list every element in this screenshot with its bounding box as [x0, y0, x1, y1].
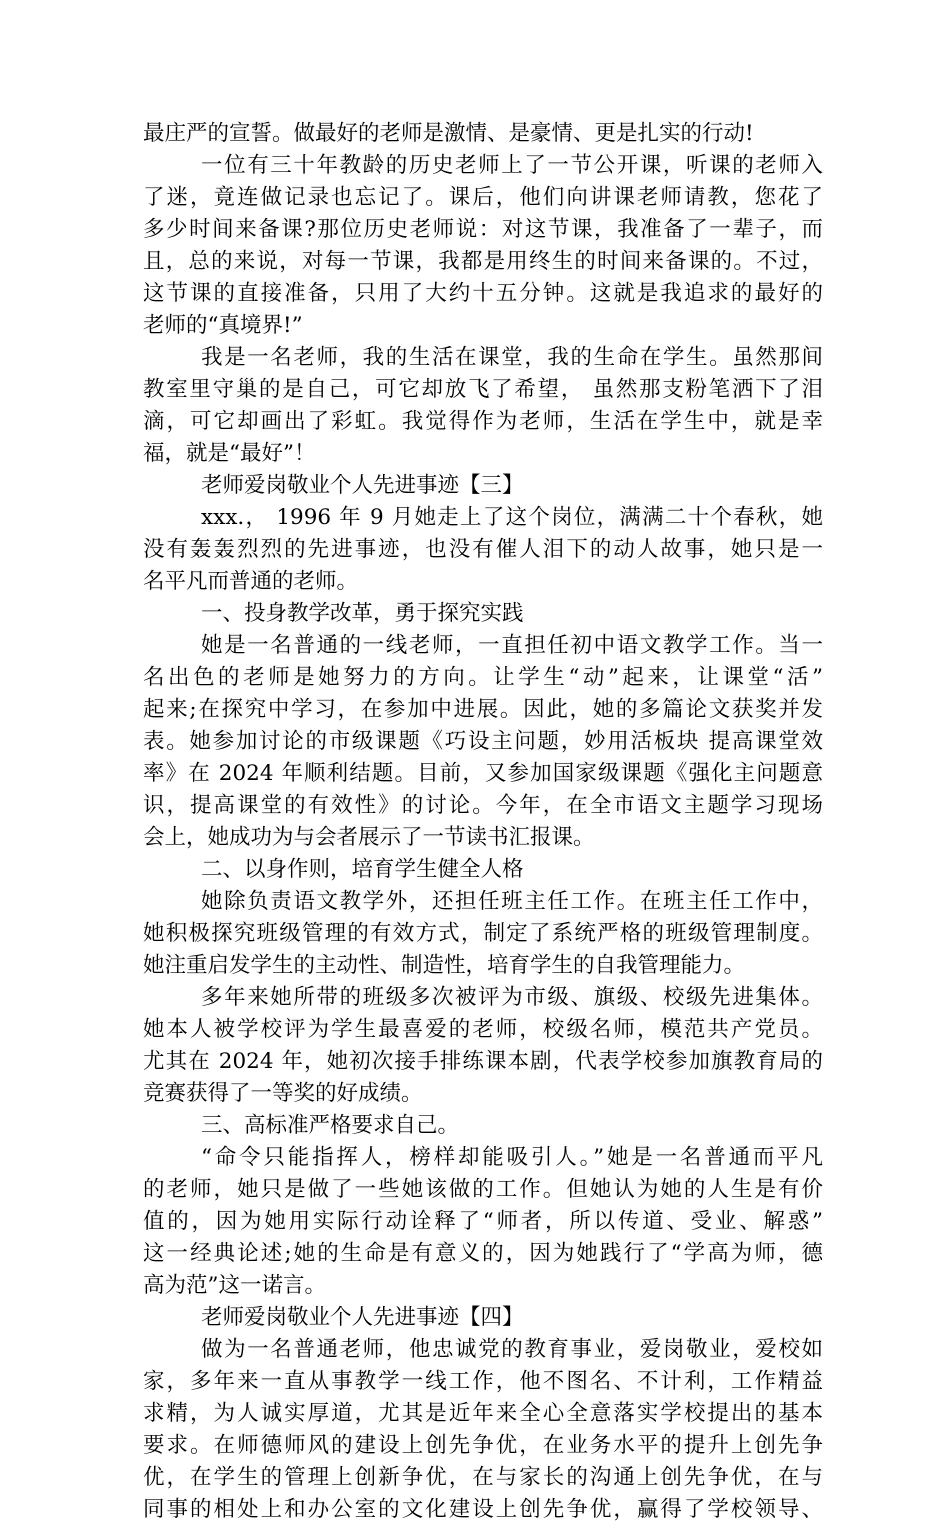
text-line: 老师的“真境界!”	[143, 313, 303, 338]
text-line: 起来;在探究中学习，在参加中进展。因此，她的多篇论文获奖并发	[143, 697, 823, 722]
text-line: 我是一名老师，我的生活在课堂，我的生命在学生。虽然那间	[201, 345, 823, 370]
text-line: 她积极探究班级管理的有效方式，制定了系统严格的班级管理制度。	[143, 921, 823, 946]
text-line: 尤其在 2024 年，她初次接手排练课本剧，代表学校参加旗教育局的	[143, 1049, 823, 1074]
text-line: 高为范”这一诺言。	[143, 1273, 326, 1298]
text-line: 同事的相处上和办公室的文化建设上创先争优，赢得了学校领导、	[143, 1497, 823, 1522]
text-line: 识，提高课堂的有效性》的讨论。今年，在全市语文主题学习现场	[143, 793, 823, 818]
text-line: 做为一名普通老师，他忠诚党的教育事业，爱岗敬业，爱校如	[201, 1337, 823, 1362]
text-line: 值的，因为她用实际行动诠释了“师者，所以传道、受业、解惑”	[143, 1209, 823, 1234]
text-line: 最庄严的宣誓。做最好的老师是激情、是豪情、更是扎实的行动!	[143, 121, 754, 146]
text-line: 教室里守巢的是自己，可它却放飞了希望， 虽然那支粉笔洒下了泪	[143, 377, 823, 402]
text-line: 家，多年来一直从事教学一线工作，他不图名、不计利，工作精益	[143, 1369, 823, 1394]
text-line: 老师爱岗敬业个人先进事迹【三】	[201, 473, 524, 498]
text-line: 这一经典论述;她的生命是有意义的，因为她践行了“学高为师，德	[143, 1241, 823, 1266]
text-line: 会上，她成功为与会者展示了一节读书汇报课。	[143, 825, 595, 850]
text-line: 滴，可它却画出了彩虹。我觉得作为老师，生活在学生中，就是幸	[143, 409, 823, 434]
text-line: 她是一名普通的一线老师，一直担任初中语文教学工作。当一	[201, 633, 823, 658]
text-line: 求精，为人诚实厚道，尤其是近年来全心全意落实学校提出的基本	[143, 1401, 823, 1426]
text-line: 她除负责语文教学外，还担任班主任工作。在班主任工作中，	[201, 889, 823, 914]
text-line: 表。她参加讨论的市级课题《巧设主问题，妙用活板块 提高课堂效	[143, 729, 823, 754]
text-line: 福，就是“最好”！	[143, 441, 316, 466]
text-line: 且，总的来说，对每一节课，我都是用终生的时间来备课的。不过，	[143, 249, 823, 274]
text-line: 她注重启发学生的主动性、制造性，培育学生的自我管理能力。	[143, 953, 746, 978]
text-line: 要求。在师德师风的建设上创先争优，在业务水平的提升上创先争	[143, 1433, 823, 1458]
text-line: 没有轰轰烈烈的先进事迹，也没有催人泪下的动人故事，她只是一	[143, 537, 823, 562]
text-line: 名出色的老师是她努力的方向。让学生“动”起来，让课堂“活”	[143, 665, 823, 690]
text-line: 一位有三十年教龄的历史老师上了一节公开课，听课的老师入	[201, 153, 823, 178]
text-line: 了迷，竟连做记录也忘记了。课后，他们向讲课老师请教，您花了	[143, 185, 823, 210]
text-line: xxx.， 1996 年 9 月她走上了这个岗位，满满二十个春秋，她	[201, 505, 823, 530]
text-line: 的老师，她只是做了一些她该做的工作。但她认为她的人生是有价	[143, 1177, 823, 1202]
text-line: 这节课的直接准备，只用了大约十五分钟。这就是我追求的最好的	[143, 281, 823, 306]
text-line: 优，在学生的管理上创新争优，在与家长的沟通上创先争优，在与	[143, 1465, 823, 1490]
document-page	[143, 118, 823, 1526]
text-line: 她本人被学校评为学生最喜爱的老师，校级名师，模范共产党员。	[143, 1017, 823, 1042]
text-line: 率》在 2024 年顺利结题。目前，又参加国家级课题《强化主问题意	[143, 761, 823, 786]
text-line: 多少时间来备课?那位历史老师说：对这节课，我准备了一辈子，而	[143, 217, 823, 242]
text-line: 名平凡而普通的老师。	[143, 569, 359, 594]
text-line: 老师爱岗敬业个人先进事迹【四】	[201, 1305, 524, 1330]
text-line: “命令只能指挥人，榜样却能吸引人。”她是一名普通而平凡	[201, 1145, 823, 1170]
text-line: 竞赛获得了一等奖的好成绩。	[143, 1081, 423, 1106]
text-line: 多年来她所带的班级多次被评为市级、旗级、校级先进集体。	[201, 985, 823, 1010]
text-line: 三、高标准严格要求自己。	[201, 1113, 460, 1138]
text-line: 一、投身教学改革，勇于探究实践	[201, 601, 524, 626]
text-line: 二、以身作则，培育学生健全人格	[201, 857, 524, 882]
